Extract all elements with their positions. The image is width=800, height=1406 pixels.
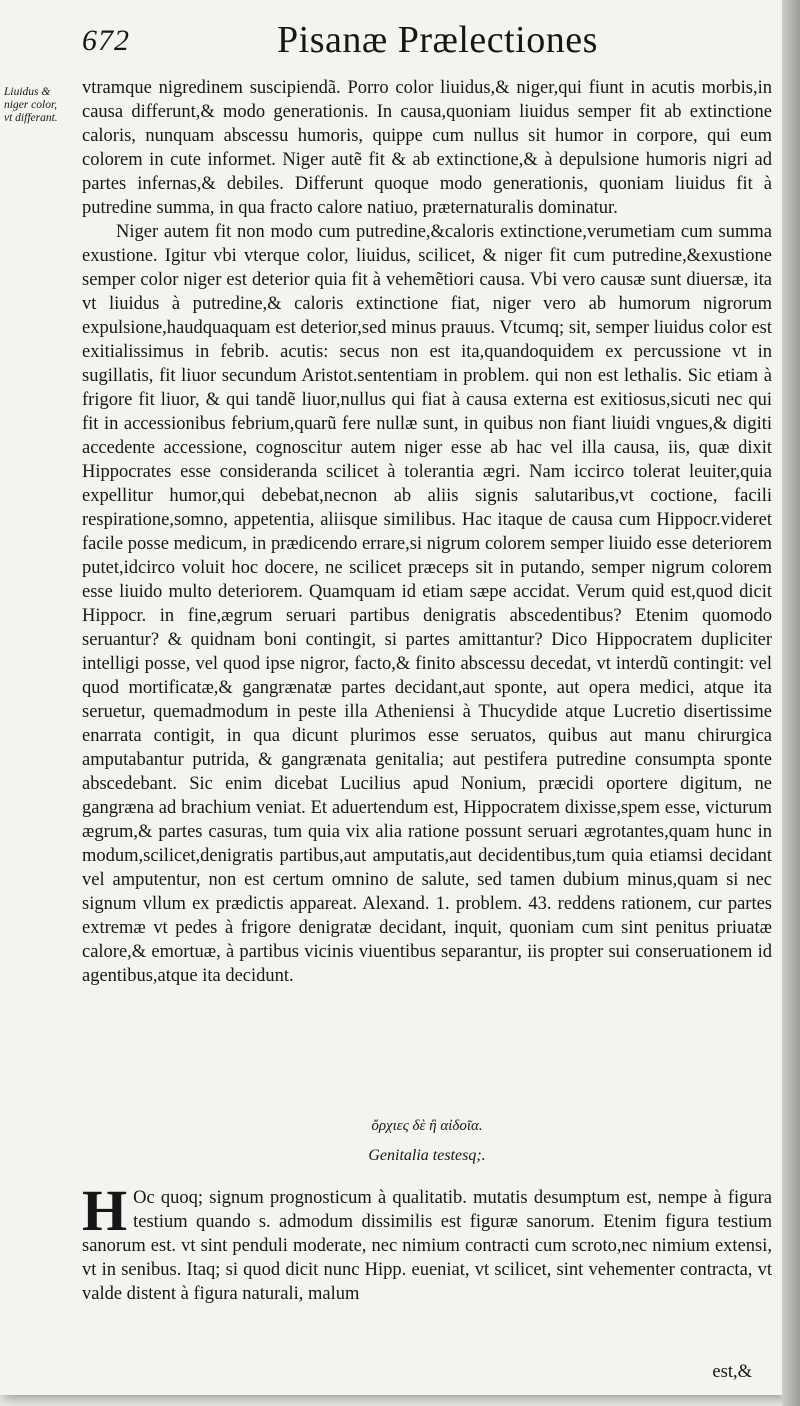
page-header [82, 18, 772, 70]
page-edge-shadow [782, 0, 800, 1406]
paragraph: Oc quoq; signum prognosticum à qualitatib. mutatis desumptum est, nempe à figura testium quando s. admodum dissimilis est figuræ sanorum. Etenim figura testium sanorum est. vt sint penduli moderate, nec nimium contracti cum scroto,nec nimium extensi, vt in senibus. Itaq; si quod dicit nunc Hipp. eueniat, vt scilicet, sint vehementer contracta, vt valde distent à figura naturali, malum [82, 1188, 772, 1304]
main-text [82, 76, 772, 988]
paragraph: vtramque nigredinem suscipiendã. Porro color liuidus,& niger,qui fiunt in acutis morbis,in causa differunt,& modo generationis. In causa,quoniam liuidus semper fit ab extinctione caloris, nunquam abscessu humoris, quippe cum nullus sit humor in corpore, qui eum colorem in cute informet. Niger autẽ fit & ab extinctione,& à depulsione humoris nigri ad partes infernas,& debiles. Differunt quoque modo generationis, quoniam liuidus fit à putredine summa, in qua fracto calore natiuo, præternaturalis dominatur. [82, 78, 772, 218]
section-text [82, 1178, 772, 1306]
drop-cap: H [82, 1178, 128, 1243]
margin-note-line: niger color, [4, 99, 58, 111]
running-title: Pisanæ Prælectiones [277, 19, 598, 61]
margin-note-line: vt differant. [4, 112, 58, 124]
section-subheading: Genitalia testesq;. [368, 1147, 486, 1164]
margin-note-line: Liuidus & [4, 86, 51, 98]
margin-note [4, 86, 82, 125]
page-number: 672 [82, 24, 130, 57]
catchword: est,& [712, 1362, 752, 1382]
greek-lemma: ὄρχιες δὲ ἢ αἰδοῖα. [371, 1118, 483, 1134]
paragraph: Niger autem fit non modo cum putredine,&caloris extinctione,verumetiam cum summa exustione. Igitur vbi vterque color, liuidus, scilicet, & niger fit cum putredine,&exustione semper color niger est deterior quia fit à vehemẽtiori causa. Vbi vero causæ sunt diuersæ, ita vt liuidus à putredine,& caloris extinctione fiat, niger vero ab humorum nigrorum expulsione,haudquaquam est deterior,sed minus prauus. Vtcumq; sit, semper liuidus color est exitialissimus in febrib. acutis: secus non est ita,quandoquidem ex percussione vt in sugillatis, fit liuor secundum Aristot.sententiam in problem. qui non est lethalis. Sic etiam à frigore fit liuor, & qui tandẽ liuor,nullus qui fiat à causa externa est exitiosus,sicuti nec qui fit in accessionibus febrium,quarũ fere nullæ sunt, in quibus non fiant liuidi vngues,& digiti accedente accessione, cognoscitur autem niger esse ab hac vel illa causa, iis, quæ dixit Hippocrates esse consideranda scilicet à tolerantia ægri. Nam iccirco tolerat leuiter,quia expellitur humor,qui debebat,necnon ab aliis signis salutaribus,vt coctione, facili respiratione,somno, appetentia, aliisque similibus. Hac itaque de causa cum Hippocr.videret facile posse medicum, in prædicendo errare,si nigrum colorem semper liuido esse deteriorem putet,idcirco voluit hoc docere, ne scilicet præceps sit in putando, semper nigrum colorem esse liuido multo deteriorem. Quamquam id etiam sæpe accidat. Verum quid est,quod dicit Hippocr. in fine,ægrum seruari partibus denigratis abscedentibus? Etenim quomodo seruantur? & quidnam boni contingit, si partes amittantur? Dico Hippocratem dupliciter intelligi posse, vel quod ipse nigror, facto,& finito abscessu decedat, vt interdũ contingit: vel quod mortificatæ,& gangrænatæ partes decidant,aut sponte, aut opera medici, atque ita seruetur, quemadmodum in peste illa Atheniensi à Thucydide atque Lucretio disertissime enarrata contigit, in qua dicunt plurimos esse seruatos, quibus aut manu chirurgica amputabantur putrida, & gangrænata genitalia; aut pestifera putredine consumpta sponte abscedebant. Sic enim dicebat Lucilius apud Nonium, præcidi oportere digitum, ne gangræna ad brachium veniat. Et aduertendum est, Hippocratem dixisse,spem esse, victurum ægrum,& partes casuras, tum quia vix alia ratione possunt seruari ægrotantes,quam hunc in modum,scilicet,denigratis partibus,aut amputatis,aut decidentibus,tum quia etiamsi decidant vel amputentur, non est certum omnino de salute, sed tamen dubium minus,quam si nec signum vllum ex prædictis appareat. Alexand. 1. problem. 43. reddens rationem, cur partes extremæ vt pedes à frigore denigratæ decidant, inquit, quoniam cum sint penitus priuatæ calore,& emortuæ, à partibus vicinis viuentibus separantur, iis propter sui conseruationem id agentibus,atque ita decidunt. [82, 222, 772, 986]
